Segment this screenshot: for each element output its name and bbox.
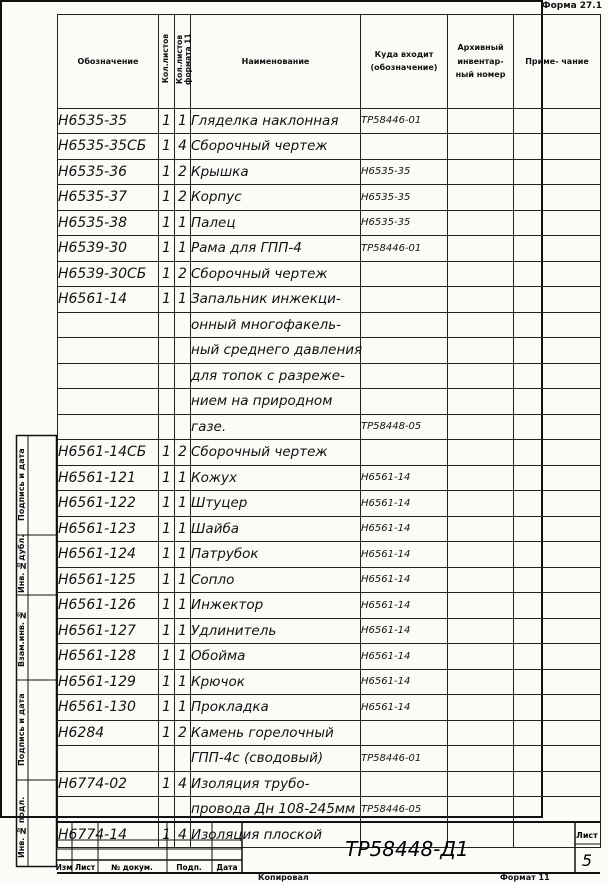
note-cell bbox=[514, 567, 601, 593]
note-cell bbox=[514, 516, 601, 542]
archive-no-cell bbox=[448, 210, 514, 236]
designation-cell bbox=[58, 312, 159, 338]
sheets-format-cell: 4 bbox=[175, 822, 191, 848]
spec-table bbox=[57, 14, 601, 848]
header-name: Наименование bbox=[191, 15, 361, 109]
sheets-count-cell: 1 bbox=[159, 720, 175, 746]
sheets-count-cell bbox=[159, 389, 175, 415]
sheets-format-cell: 1 bbox=[175, 644, 191, 670]
note-cell bbox=[514, 644, 601, 670]
doc-code: ТР58448-Д1 bbox=[345, 837, 469, 861]
sheets-format-cell bbox=[175, 363, 191, 389]
archive-no-cell bbox=[448, 134, 514, 160]
where-used-cell bbox=[361, 771, 448, 797]
name-cell: Удлинитель bbox=[191, 618, 361, 644]
table-row bbox=[58, 389, 601, 415]
name-cell: Обойма bbox=[191, 644, 361, 670]
table-row bbox=[58, 618, 601, 644]
name-cell: Шайба bbox=[191, 516, 361, 542]
name-cell: Сборочный чертеж bbox=[191, 261, 361, 287]
designation-cell: Н6774-02 bbox=[58, 771, 159, 797]
note-cell bbox=[514, 771, 601, 797]
table-row bbox=[58, 491, 601, 517]
archive-no-cell bbox=[448, 669, 514, 695]
table-row bbox=[58, 771, 601, 797]
note-cell bbox=[514, 287, 601, 313]
where-used-cell: Н6535-35 bbox=[361, 185, 448, 211]
designation-cell: Н6561-122 bbox=[58, 491, 159, 517]
note-cell bbox=[514, 134, 601, 160]
where-used-cell bbox=[361, 363, 448, 389]
sheets-format-cell: 2 bbox=[175, 720, 191, 746]
note-cell bbox=[514, 746, 601, 772]
archive-no-cell bbox=[448, 389, 514, 415]
where-used-cell: Н6535-35 bbox=[361, 159, 448, 185]
archive-no-cell bbox=[448, 567, 514, 593]
table-row bbox=[58, 338, 601, 364]
where-used-cell: Н6561-14 bbox=[361, 593, 448, 619]
sheets-count-cell bbox=[159, 338, 175, 364]
note-cell bbox=[514, 210, 601, 236]
sheets-format-cell bbox=[175, 797, 191, 823]
sheets-count-cell: 1 bbox=[159, 542, 175, 568]
sheets-count-cell: 1 bbox=[159, 491, 175, 517]
where-used-cell: ТР58446-01 bbox=[361, 108, 448, 134]
name-cell: ГПП-4с (сводовый) bbox=[191, 746, 361, 772]
note-cell bbox=[514, 159, 601, 185]
sheets-format-cell: 1 bbox=[175, 287, 191, 313]
table-row bbox=[58, 210, 601, 236]
table-row bbox=[58, 465, 601, 491]
sheets-count-cell: 1 bbox=[159, 516, 175, 542]
designation-cell: Н6561-126 bbox=[58, 593, 159, 619]
note-cell bbox=[514, 618, 601, 644]
table-row bbox=[58, 567, 601, 593]
sheets-format-cell: 2 bbox=[175, 185, 191, 211]
sheets-count-cell: 1 bbox=[159, 822, 175, 848]
name-cell: Изоляция плоской bbox=[191, 822, 361, 848]
table-row bbox=[58, 797, 601, 823]
name-cell: Сопло bbox=[191, 567, 361, 593]
designation-cell bbox=[58, 746, 159, 772]
archive-no-cell bbox=[448, 746, 514, 772]
sheets-format-cell: 1 bbox=[175, 516, 191, 542]
archive-no-cell bbox=[448, 363, 514, 389]
sheets-count-cell: 1 bbox=[159, 185, 175, 211]
archive-no-cell bbox=[448, 465, 514, 491]
table-row bbox=[58, 414, 601, 440]
name-cell: Инжектор bbox=[191, 593, 361, 619]
stamp-label-list: Лист bbox=[74, 863, 96, 872]
name-cell: для топок с разреже- bbox=[191, 363, 361, 389]
designation-cell: Н6561-124 bbox=[58, 542, 159, 568]
designation-cell bbox=[58, 797, 159, 823]
name-cell: Гляделка наклонная bbox=[191, 108, 361, 134]
designation-cell: Н6539-30СБ bbox=[58, 261, 159, 287]
table-row bbox=[58, 440, 601, 466]
designation-cell: Н6535-35 bbox=[58, 108, 159, 134]
name-cell: Крючок bbox=[191, 669, 361, 695]
table-row bbox=[58, 720, 601, 746]
name-cell: Патрубок bbox=[191, 542, 361, 568]
where-used-cell: Н6561-14 bbox=[361, 669, 448, 695]
sheets-count-cell: 1 bbox=[159, 236, 175, 262]
table-row bbox=[58, 746, 601, 772]
where-used-cell bbox=[361, 338, 448, 364]
archive-no-cell bbox=[448, 440, 514, 466]
where-used-cell: ТР58446-05 bbox=[361, 797, 448, 823]
table-row bbox=[58, 669, 601, 695]
designation-cell: Н6535-36 bbox=[58, 159, 159, 185]
name-cell: Камень горелочный bbox=[191, 720, 361, 746]
designation-cell: Н6535-35СБ bbox=[58, 134, 159, 160]
where-used-cell bbox=[361, 134, 448, 160]
where-used-cell: ТР58446-01 bbox=[361, 236, 448, 262]
sheets-format-cell bbox=[175, 389, 191, 415]
archive-no-cell bbox=[448, 618, 514, 644]
name-cell: нием на природном bbox=[191, 389, 361, 415]
designation-cell: Н6284 bbox=[58, 720, 159, 746]
name-cell: Корпус bbox=[191, 185, 361, 211]
designation-cell bbox=[58, 414, 159, 440]
note-cell bbox=[514, 695, 601, 721]
archive-no-cell bbox=[448, 236, 514, 262]
where-used-cell: Н6561-14 bbox=[361, 644, 448, 670]
note-cell bbox=[514, 440, 601, 466]
where-used-cell bbox=[361, 720, 448, 746]
designation-cell: Н6539-30 bbox=[58, 236, 159, 262]
stamp-label-doc: № докум. bbox=[111, 863, 153, 872]
footer-format: Формат 11 bbox=[500, 873, 550, 882]
note-cell bbox=[514, 414, 601, 440]
where-used-cell: Н6535-35 bbox=[361, 210, 448, 236]
where-used-cell bbox=[361, 287, 448, 313]
sheets-format-cell: 4 bbox=[175, 771, 191, 797]
sheets-format-cell: 1 bbox=[175, 669, 191, 695]
where-used-cell: ТР58446-01 bbox=[361, 746, 448, 772]
header-sheets-count: Кол.листов bbox=[159, 15, 175, 109]
where-used-cell: Н6561-14 bbox=[361, 542, 448, 568]
note-cell bbox=[514, 797, 601, 823]
sheet-label: Лист bbox=[576, 831, 598, 840]
name-cell: Запальник инжекци- bbox=[191, 287, 361, 313]
sheets-format-cell: 1 bbox=[175, 695, 191, 721]
sidebar-vzam-inv: Взам.инв. № bbox=[17, 610, 26, 668]
archive-no-cell bbox=[448, 771, 514, 797]
where-used-cell: Н6561-14 bbox=[361, 491, 448, 517]
header-sheets-format: Кол.листов формата 11 bbox=[175, 15, 191, 109]
where-used-cell: ТР58448-05 bbox=[361, 414, 448, 440]
sheets-format-cell bbox=[175, 746, 191, 772]
designation-cell: Н6561-130 bbox=[58, 695, 159, 721]
sheets-format-cell: 1 bbox=[175, 593, 191, 619]
table-row bbox=[58, 134, 601, 160]
where-used-cell: Н6561-14 bbox=[361, 567, 448, 593]
note-cell bbox=[514, 593, 601, 619]
sheets-count-cell: 1 bbox=[159, 695, 175, 721]
title-block bbox=[57, 822, 600, 874]
sheets-count-cell: 1 bbox=[159, 593, 175, 619]
name-cell: Изоляция трубо- bbox=[191, 771, 361, 797]
designation-cell: Н6561-14 bbox=[58, 287, 159, 313]
designation-cell: Н6535-38 bbox=[58, 210, 159, 236]
sheets-count-cell: 1 bbox=[159, 210, 175, 236]
sheets-count-cell: 1 bbox=[159, 465, 175, 491]
sheets-count-cell: 1 bbox=[159, 567, 175, 593]
note-cell bbox=[514, 185, 601, 211]
archive-no-cell bbox=[448, 720, 514, 746]
sheets-count-cell: 1 bbox=[159, 261, 175, 287]
sheets-format-cell: 1 bbox=[175, 210, 191, 236]
left-margin-block bbox=[16, 435, 57, 867]
sheets-count-cell: 1 bbox=[159, 134, 175, 160]
stamp-label-sign: Подп. bbox=[176, 863, 202, 872]
note-cell bbox=[514, 389, 601, 415]
sheets-format-cell: 1 bbox=[175, 618, 191, 644]
archive-no-cell bbox=[448, 516, 514, 542]
where-used-cell: Н6561-14 bbox=[361, 695, 448, 721]
sheets-format-cell: 1 bbox=[175, 542, 191, 568]
designation-cell: Н6561-129 bbox=[58, 669, 159, 695]
table-row bbox=[58, 236, 601, 262]
name-cell: Штуцер bbox=[191, 491, 361, 517]
archive-no-cell bbox=[448, 108, 514, 134]
where-used-cell bbox=[361, 389, 448, 415]
sheets-count-cell: 1 bbox=[159, 771, 175, 797]
sheets-count-cell bbox=[159, 363, 175, 389]
sidebar-sign-date-2: Подпись и дата bbox=[17, 448, 26, 522]
designation-cell: Н6774-14 bbox=[58, 822, 159, 848]
note-cell bbox=[514, 669, 601, 695]
where-used-cell: Н6561-14 bbox=[361, 618, 448, 644]
table-row bbox=[58, 312, 601, 338]
header-archive-no: Архивный инвентар- ный номер bbox=[448, 15, 514, 109]
archive-no-cell bbox=[448, 312, 514, 338]
header-where-used: Куда входит (обозначение) bbox=[361, 15, 448, 109]
archive-no-cell bbox=[448, 797, 514, 823]
archive-no-cell bbox=[448, 593, 514, 619]
archive-no-cell bbox=[448, 491, 514, 517]
archive-no-cell bbox=[448, 185, 514, 211]
table-row bbox=[58, 287, 601, 313]
name-cell: газе. bbox=[191, 414, 361, 440]
archive-no-cell bbox=[448, 338, 514, 364]
table-row bbox=[58, 516, 601, 542]
archive-no-cell bbox=[448, 414, 514, 440]
sheets-format-cell: 2 bbox=[175, 440, 191, 466]
table-row bbox=[58, 185, 601, 211]
name-cell: провода Дн 108-245мм bbox=[191, 797, 361, 823]
name-cell: Крышка bbox=[191, 159, 361, 185]
sidebar-inv-dubl: Инв. №дубл. bbox=[17, 534, 26, 593]
note-cell bbox=[514, 261, 601, 287]
note-cell bbox=[514, 465, 601, 491]
name-cell: ный среднего давления bbox=[191, 338, 361, 364]
note-cell bbox=[514, 363, 601, 389]
sidebar-inv-podl: Инв. № подл. bbox=[17, 796, 26, 859]
sheets-format-cell: 1 bbox=[175, 567, 191, 593]
form-label: Форма 27.1 bbox=[541, 1, 602, 11]
sheets-count-cell: 1 bbox=[159, 644, 175, 670]
table-row bbox=[58, 542, 601, 568]
archive-no-cell bbox=[448, 287, 514, 313]
table-row bbox=[58, 363, 601, 389]
stamp-label-date: Дата bbox=[216, 863, 238, 872]
archive-no-cell bbox=[448, 644, 514, 670]
archive-no-cell bbox=[448, 261, 514, 287]
designation-cell: Н6561-123 bbox=[58, 516, 159, 542]
note-cell bbox=[514, 542, 601, 568]
where-used-cell: Н6561-14 bbox=[361, 516, 448, 542]
sheets-format-cell bbox=[175, 312, 191, 338]
designation-cell bbox=[58, 338, 159, 364]
archive-no-cell bbox=[448, 542, 514, 568]
sheets-count-cell bbox=[159, 414, 175, 440]
sheets-count-cell: 1 bbox=[159, 108, 175, 134]
footer-copied: Копировал bbox=[258, 873, 309, 882]
name-cell: Рама для ГПП-4 bbox=[191, 236, 361, 262]
sheets-format-cell: 2 bbox=[175, 159, 191, 185]
note-cell bbox=[514, 720, 601, 746]
archive-no-cell bbox=[448, 695, 514, 721]
where-used-cell bbox=[361, 312, 448, 338]
name-cell: Сборочный чертеж bbox=[191, 440, 361, 466]
note-cell bbox=[514, 312, 601, 338]
sheets-format-cell bbox=[175, 338, 191, 364]
note-cell bbox=[514, 338, 601, 364]
name-cell: Прокладка bbox=[191, 695, 361, 721]
designation-cell: Н6535-37 bbox=[58, 185, 159, 211]
stamp-label-izm: Изм bbox=[55, 863, 73, 872]
sheets-format-cell bbox=[175, 414, 191, 440]
designation-cell bbox=[58, 389, 159, 415]
sheets-count-cell: 1 bbox=[159, 159, 175, 185]
archive-no-cell bbox=[448, 159, 514, 185]
header-note: Приме- чание bbox=[514, 15, 601, 109]
name-cell: Кожух bbox=[191, 465, 361, 491]
sheets-count-cell: 1 bbox=[159, 669, 175, 695]
sheets-format-cell: 1 bbox=[175, 491, 191, 517]
sheets-format-cell: 1 bbox=[175, 236, 191, 262]
sheets-format-cell: 1 bbox=[175, 465, 191, 491]
note-cell bbox=[514, 491, 601, 517]
designation-cell: Н6561-127 bbox=[58, 618, 159, 644]
table-row bbox=[58, 593, 601, 619]
name-cell: Палец bbox=[191, 210, 361, 236]
note-cell bbox=[514, 236, 601, 262]
sheets-count-cell bbox=[159, 746, 175, 772]
sheets-format-cell: 2 bbox=[175, 261, 191, 287]
name-cell: онный многофакель- bbox=[191, 312, 361, 338]
sheets-count-cell: 1 bbox=[159, 618, 175, 644]
designation-cell: Н6561-128 bbox=[58, 644, 159, 670]
table-row bbox=[58, 108, 601, 134]
sidebar-sign-date-1: Подпись и дата bbox=[17, 693, 26, 767]
header-designation: Обозначение bbox=[58, 15, 159, 109]
table-row bbox=[58, 159, 601, 185]
sheets-count-cell: 1 bbox=[159, 287, 175, 313]
sheets-count-cell: 1 bbox=[159, 440, 175, 466]
sheets-format-cell: 4 bbox=[175, 134, 191, 160]
designation-cell: Н6561-121 bbox=[58, 465, 159, 491]
designation-cell: Н6561-14СБ bbox=[58, 440, 159, 466]
where-used-cell: Н6561-14 bbox=[361, 465, 448, 491]
table-row bbox=[58, 695, 601, 721]
designation-cell: Н6561-125 bbox=[58, 567, 159, 593]
name-cell: Сборочный чертеж bbox=[191, 134, 361, 160]
sheets-count-cell bbox=[159, 312, 175, 338]
sheets-count-cell bbox=[159, 797, 175, 823]
table-row bbox=[58, 261, 601, 287]
sheets-format-cell: 1 bbox=[175, 108, 191, 134]
header-row bbox=[58, 15, 601, 109]
sheet-number: 5 bbox=[581, 851, 593, 870]
where-used-cell bbox=[361, 261, 448, 287]
designation-cell bbox=[58, 363, 159, 389]
table-row bbox=[58, 644, 601, 670]
note-cell bbox=[514, 108, 601, 134]
where-used-cell bbox=[361, 440, 448, 466]
